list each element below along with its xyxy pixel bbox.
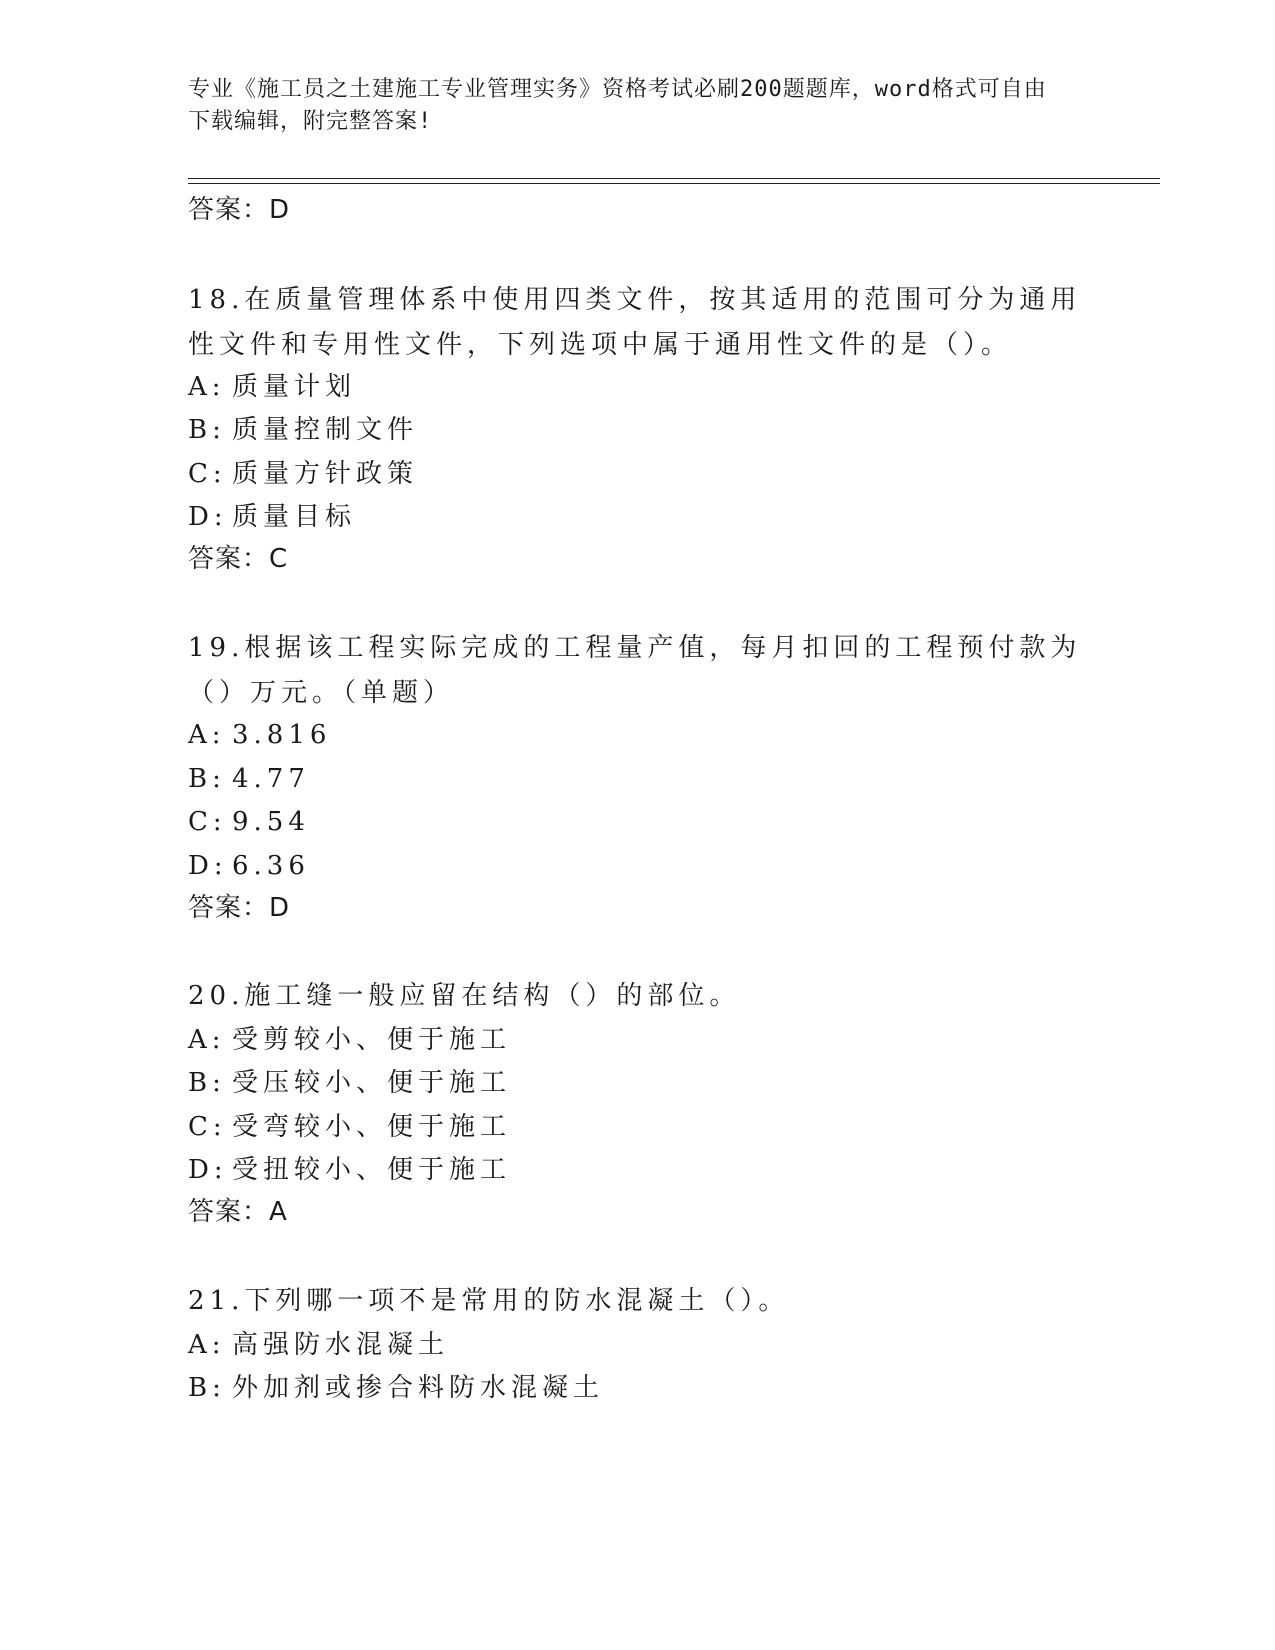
question-stem: 21.下列哪一项不是常用的防水混凝土（）。 bbox=[188, 1286, 790, 1316]
option-text: 质量方针政策 bbox=[232, 459, 419, 489]
option-text: 受压较小、便于施工 bbox=[232, 1068, 512, 1098]
option-text: 4.77 bbox=[232, 764, 310, 794]
option-a bbox=[188, 1018, 511, 1063]
option-letter: A: bbox=[188, 1025, 226, 1055]
option-c bbox=[188, 800, 310, 845]
option-letter: C: bbox=[188, 1112, 227, 1142]
option-letter: D: bbox=[188, 851, 228, 881]
option-b bbox=[188, 408, 418, 453]
option-a bbox=[188, 365, 356, 410]
answer-label: 答案：D bbox=[188, 195, 291, 225]
option-text: 9.54 bbox=[232, 807, 310, 837]
document-header: 专业《施工员之土建施工专业管理实务》资格考试必刷200题题库，word格式可自由下载编辑，附完整答案! bbox=[188, 77, 1047, 134]
option-d bbox=[188, 495, 356, 540]
option-letter: B: bbox=[188, 415, 226, 445]
question-stem: 18.在质量管理体系中使用四类文件，按其适用的范围可分为通用性文件和专用性文件，下列选项中属于通用性文件的是（）。 bbox=[188, 285, 1082, 360]
option-b bbox=[188, 1366, 604, 1411]
option-text: 高强防水混凝土 bbox=[232, 1330, 450, 1360]
answer-label: 答案：A bbox=[188, 1197, 288, 1227]
option-text: 受弯较小、便于施工 bbox=[232, 1112, 512, 1142]
option-text: 6.36 bbox=[232, 851, 310, 881]
option-text: 质量计划 bbox=[232, 372, 357, 402]
question-stem: 19.根据该工程实际完成的工程量产值，每月扣回的工程预付款为（）万元。（单题） bbox=[188, 633, 1082, 708]
question-stem: 20.施工缝一般应留在结构（）的部位。 bbox=[188, 981, 741, 1011]
option-letter: A: bbox=[188, 720, 226, 750]
option-a bbox=[188, 713, 331, 758]
option-letter: B: bbox=[188, 1068, 226, 1098]
option-letter: D: bbox=[188, 1155, 228, 1185]
option-letter: A: bbox=[188, 1330, 226, 1360]
option-d bbox=[188, 1148, 511, 1193]
answer-label: 答案：C bbox=[188, 544, 289, 574]
option-c bbox=[188, 1105, 511, 1150]
option-d bbox=[188, 844, 310, 889]
option-b bbox=[188, 1061, 511, 1106]
option-text: 外加剂或掺合料防水混凝土 bbox=[232, 1373, 605, 1403]
option-text: 受扭较小、便于施工 bbox=[232, 1155, 512, 1185]
answer-label: 答案：D bbox=[188, 893, 291, 923]
header-divider-top bbox=[188, 178, 1160, 179]
option-letter: A: bbox=[188, 372, 226, 402]
option-letter: C: bbox=[188, 807, 227, 837]
option-letter: B: bbox=[188, 764, 226, 794]
option-letter: B: bbox=[188, 1373, 226, 1403]
option-b bbox=[188, 757, 310, 802]
option-a bbox=[188, 1323, 449, 1368]
option-letter: C: bbox=[188, 459, 227, 489]
option-text: 质量控制文件 bbox=[232, 415, 419, 445]
option-c bbox=[188, 452, 418, 497]
option-text: 受剪较小、便于施工 bbox=[232, 1025, 512, 1055]
option-text: 质量目标 bbox=[232, 502, 357, 532]
header-divider-bottom bbox=[188, 183, 1160, 184]
option-text: 3.816 bbox=[232, 720, 332, 750]
option-letter: D: bbox=[188, 502, 228, 532]
